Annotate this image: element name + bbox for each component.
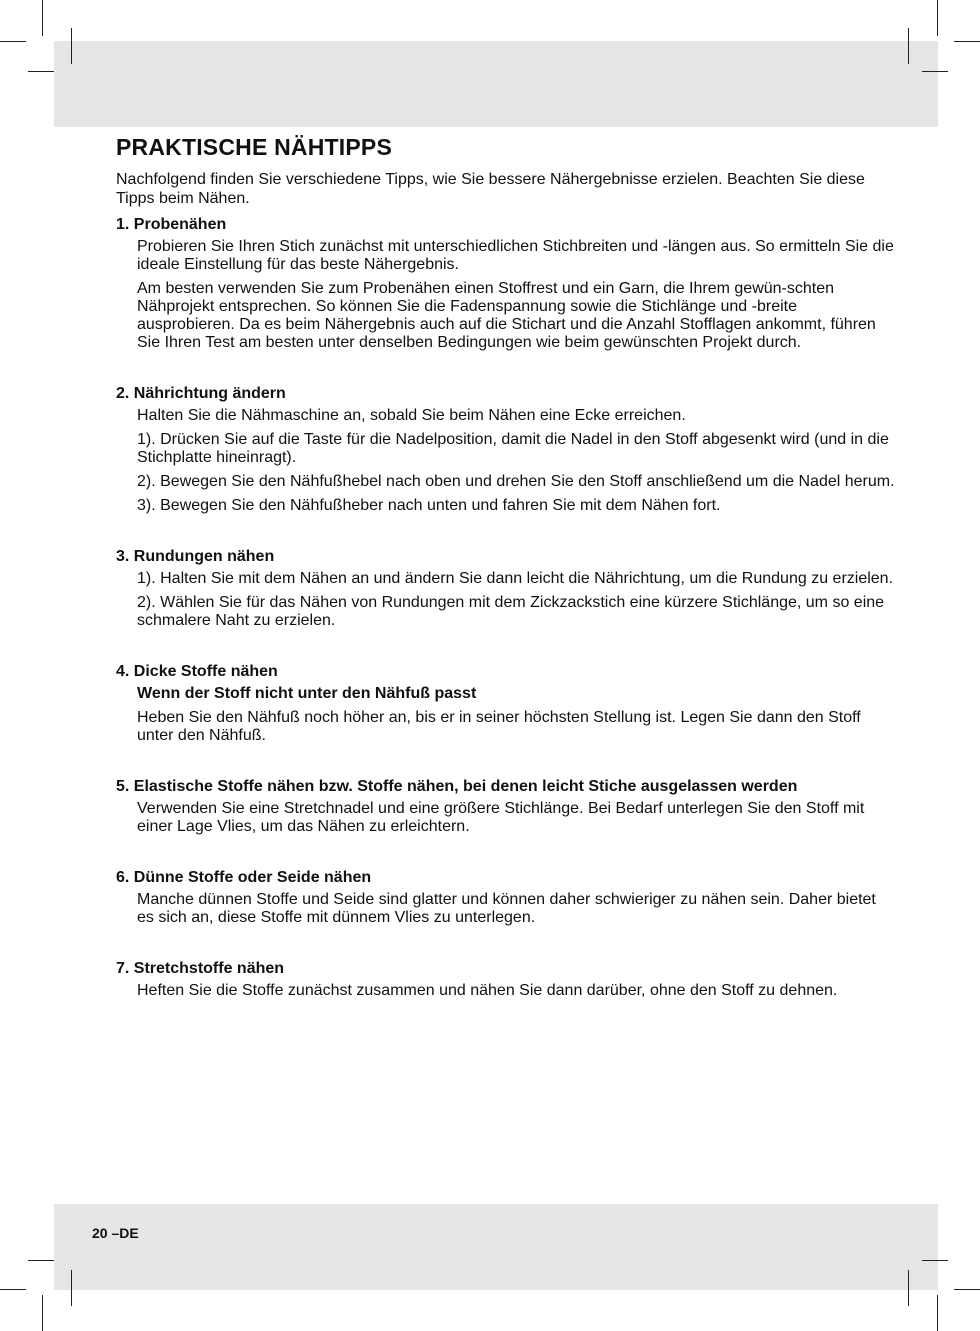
crop-mark	[71, 1270, 72, 1306]
section-stretchstoffe	[116, 959, 896, 1000]
section-paragraph: 2). Wählen Sie für das Nähen von Rundungen mit dem Zickzackstich eine kürzere Stichlänge, um so eine schmalere Naht zu erzielen.	[137, 594, 885, 629]
section-heading: 6. Dünne Stoffe oder Seide nähen	[116, 869, 372, 886]
crop-mark	[0, 1289, 26, 1290]
section-subheading: Wenn der Stoff nicht unter den Nähfuß passt	[137, 685, 477, 702]
section-heading: 4. Dicke Stoffe nähen	[116, 663, 278, 680]
section-paragraph: 3). Bewegen Sie den Nähfußheber nach unten und fahren Sie mit dem Nähen fort.	[137, 497, 721, 514]
section-paragraph: 1). Halten Sie mit dem Nähen an und ändern Sie dann leicht die Nährichtung, um die Rundung zu erzielen.	[137, 570, 894, 587]
crop-mark	[28, 1260, 54, 1261]
crop-mark	[922, 1260, 948, 1261]
section-rundungen	[116, 547, 896, 630]
section-probenaehen	[116, 215, 896, 352]
section-paragraph: Am besten verwenden Sie zum Probenähen einen Stoffrest und ein Garn, die Ihrem gewün-schten Nähprojekt entsprechen. So können Sie die Fadenspannung sowie die Stichlänge und -breite ausprobieren. Da es beim Nähergebnis auch auf die Stichart und die Anzahl Stofflagen ankommt, führen Sie Ihren Test am besten unter denselben Bedingungen wie beim gewünschten Projekt durch.	[137, 280, 876, 351]
page-number: 20 –DE	[92, 1225, 139, 1241]
crop-mark	[954, 41, 980, 42]
section-heading: 7. Stretchstoffe nähen	[116, 960, 285, 977]
section-dicke-stoffe	[116, 662, 896, 745]
crop-mark	[42, 1295, 43, 1331]
header-band	[54, 41, 938, 127]
section-heading: 3. Rundungen nähen	[116, 548, 275, 565]
crop-mark	[908, 28, 909, 64]
section-paragraph: Heften Sie die Stoffe zunächst zusammen und nähen Sie dann darüber, ohne den Stoff zu dehnen.	[137, 982, 838, 999]
crop-mark	[922, 71, 948, 72]
section-heading: 5. Elastische Stoffe nähen bzw. Stoffe nähen, bei denen leicht Stiche ausgelassen werden	[116, 778, 798, 795]
crop-mark	[908, 1270, 909, 1306]
section-paragraph: Heben Sie den Nähfuß noch höher an, bis er in seiner höchsten Stellung ist. Legen Sie dann den Stoff unter den Nähfuß.	[137, 709, 861, 744]
section-paragraph: Probieren Sie Ihren Stich zunächst mit unterschiedlichen Stichbreiten und -längen aus. So ermitteln Sie die ideale Einstellung für das beste Nähergebnis.	[137, 238, 894, 273]
crop-mark	[0, 41, 26, 42]
section-duenne-stoffe	[116, 868, 896, 927]
crop-mark	[937, 0, 938, 36]
section-heading: 1. Probenähen	[116, 216, 227, 233]
footer-band	[54, 1204, 938, 1290]
crop-mark	[954, 1289, 980, 1290]
section-heading: 2. Nährichtung ändern	[116, 385, 286, 402]
section-paragraph: 1). Drücken Sie auf die Taste für die Nadelposition, damit die Nadel in den Stoff abgesenkt wird (und in die Stichplatte hineinragt).	[137, 431, 889, 466]
crop-mark	[937, 1295, 938, 1331]
section-paragraph: Halten Sie die Nähmaschine an, sobald Sie beim Nähen eine Ecke erreichen.	[137, 407, 686, 424]
page-title: PRAKTISCHE NÄHTIPPS	[116, 134, 392, 160]
intro-text: Nachfolgend finden Sie verschiedene Tipps, wie Sie bessere Nähergebnisse erzielen. Beachten Sie diese Tipps beim Nähen.	[116, 171, 865, 207]
section-naehrichtung	[116, 384, 896, 515]
section-paragraph: 2). Bewegen Sie den Nähfußhebel nach oben und drehen Sie den Stoff anschließend um die Nadel herum.	[137, 473, 895, 490]
crop-mark	[71, 28, 72, 64]
crop-mark	[28, 71, 54, 72]
section-elastische-stoffe	[116, 777, 896, 836]
crop-mark	[42, 0, 43, 36]
main-content	[116, 133, 896, 1006]
section-paragraph: Manche dünnen Stoffe und Seide sind glatter und können daher schwieriger zu nähen sein. Daher bietet es sich an, diese Stoffe mit dünnem Vlies zu unterlegen.	[137, 891, 876, 926]
section-paragraph: Verwenden Sie eine Stretchnadel und eine größere Stichlänge. Bei Bedarf unterlegen Sie den Stoff mit einer Lage Vlies, um das Nähen zu erleichtern.	[137, 800, 865, 835]
